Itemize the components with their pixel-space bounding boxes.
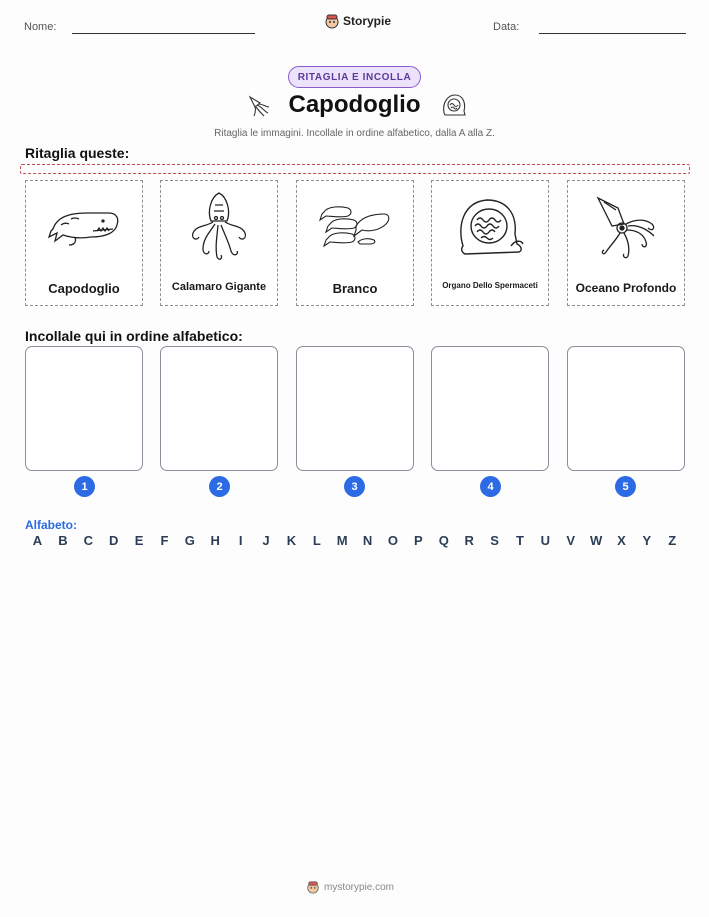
spermaceti-organ-icon: [455, 196, 525, 258]
order-number-badge: 5: [615, 476, 636, 497]
storypie-mascot-icon: [306, 880, 320, 894]
alphabet-letter: K: [286, 533, 297, 548]
deep-sea-squid-icon: [594, 194, 658, 260]
name-field[interactable]: [72, 33, 255, 34]
order-number-badge: 1: [74, 476, 95, 497]
card-label: Branco: [332, 281, 378, 296]
cut-line: [20, 164, 690, 174]
paste-box-4[interactable]: [431, 346, 549, 471]
date-label: Data:: [493, 21, 520, 33]
paste-box-1[interactable]: [25, 346, 143, 471]
alphabet-letter: R: [464, 533, 474, 548]
alphabet-letter: B: [58, 533, 68, 548]
cut-card[interactable]: [296, 180, 414, 306]
alphabet-letter: Y: [642, 533, 652, 548]
page-title: Capodoglio: [288, 91, 421, 118]
cut-card[interactable]: [160, 180, 278, 306]
alphabet-letter: O: [387, 533, 399, 548]
alphabet-letter: Z: [668, 533, 677, 548]
alphabet-letter: M: [336, 533, 348, 548]
sperm-whale-icon: [47, 205, 121, 249]
whale-pod-icon: [318, 202, 392, 252]
card-label: Organo Dello Spermaceti: [442, 281, 538, 290]
giant-squid-icon: [189, 191, 249, 263]
card-label: Calamaro Gigante: [171, 281, 267, 293]
storypie-mascot-icon: [324, 13, 340, 29]
alphabet-letter: G: [184, 533, 195, 548]
paste-box-5[interactable]: [567, 346, 685, 471]
cut-section-heading: Ritaglia queste:: [25, 145, 130, 161]
footer-url: mystorypie.com: [324, 881, 395, 893]
alphabet-letter: W: [589, 533, 603, 548]
cut-card[interactable]: [431, 180, 549, 306]
activity-badge: RITAGLIA E INCOLLA: [288, 66, 421, 88]
alphabet-row: [25, 533, 685, 548]
alphabet-letter: P: [414, 533, 423, 548]
order-number-badge: 4: [480, 476, 501, 497]
alphabet-letter: C: [83, 533, 93, 548]
date-field[interactable]: [539, 33, 686, 34]
alphabet-letter: N: [362, 533, 373, 548]
alphabet-letter: J: [262, 533, 270, 548]
alphabet-letter: T: [515, 533, 524, 548]
cut-card[interactable]: [25, 180, 143, 306]
brand-name: Storypie: [343, 14, 392, 28]
alphabet-letter: X: [617, 533, 626, 548]
alphabet-letter: H: [210, 533, 220, 548]
paste-box-3[interactable]: [296, 346, 414, 471]
alphabet-letter: I: [238, 533, 243, 548]
alphabet-letter: F: [160, 533, 169, 548]
brand-logo: [324, 13, 391, 29]
alphabet-letter: D: [108, 533, 119, 548]
alphabet-heading: Alfabeto:: [25, 518, 77, 532]
alphabet-letter: S: [490, 533, 499, 548]
alphabet-letter: L: [312, 533, 321, 548]
paste-section-heading: Incollale qui in ordine alfabetico:: [25, 328, 243, 344]
alphabet-letter: U: [540, 533, 550, 548]
alphabet-letter: V: [566, 533, 576, 548]
card-label: Oceano Profondo: [575, 281, 677, 295]
alphabet-letter: E: [134, 533, 144, 548]
footer: [306, 880, 394, 894]
order-number-badge: 2: [209, 476, 230, 497]
name-label: Nome:: [24, 21, 57, 33]
cut-card[interactable]: [567, 180, 685, 306]
alphabet-letter: Q: [438, 533, 449, 548]
alphabet-letter: A: [32, 533, 43, 548]
instruction-text: Ritaglia le immagini. Incollale in ordine alfabetico, dalla A alla Z.: [214, 128, 495, 139]
card-label: Capodoglio: [48, 281, 120, 296]
order-number-badge: 3: [344, 476, 365, 497]
paste-box-2[interactable]: [160, 346, 278, 471]
spermaceti-title-icon: [441, 93, 467, 117]
